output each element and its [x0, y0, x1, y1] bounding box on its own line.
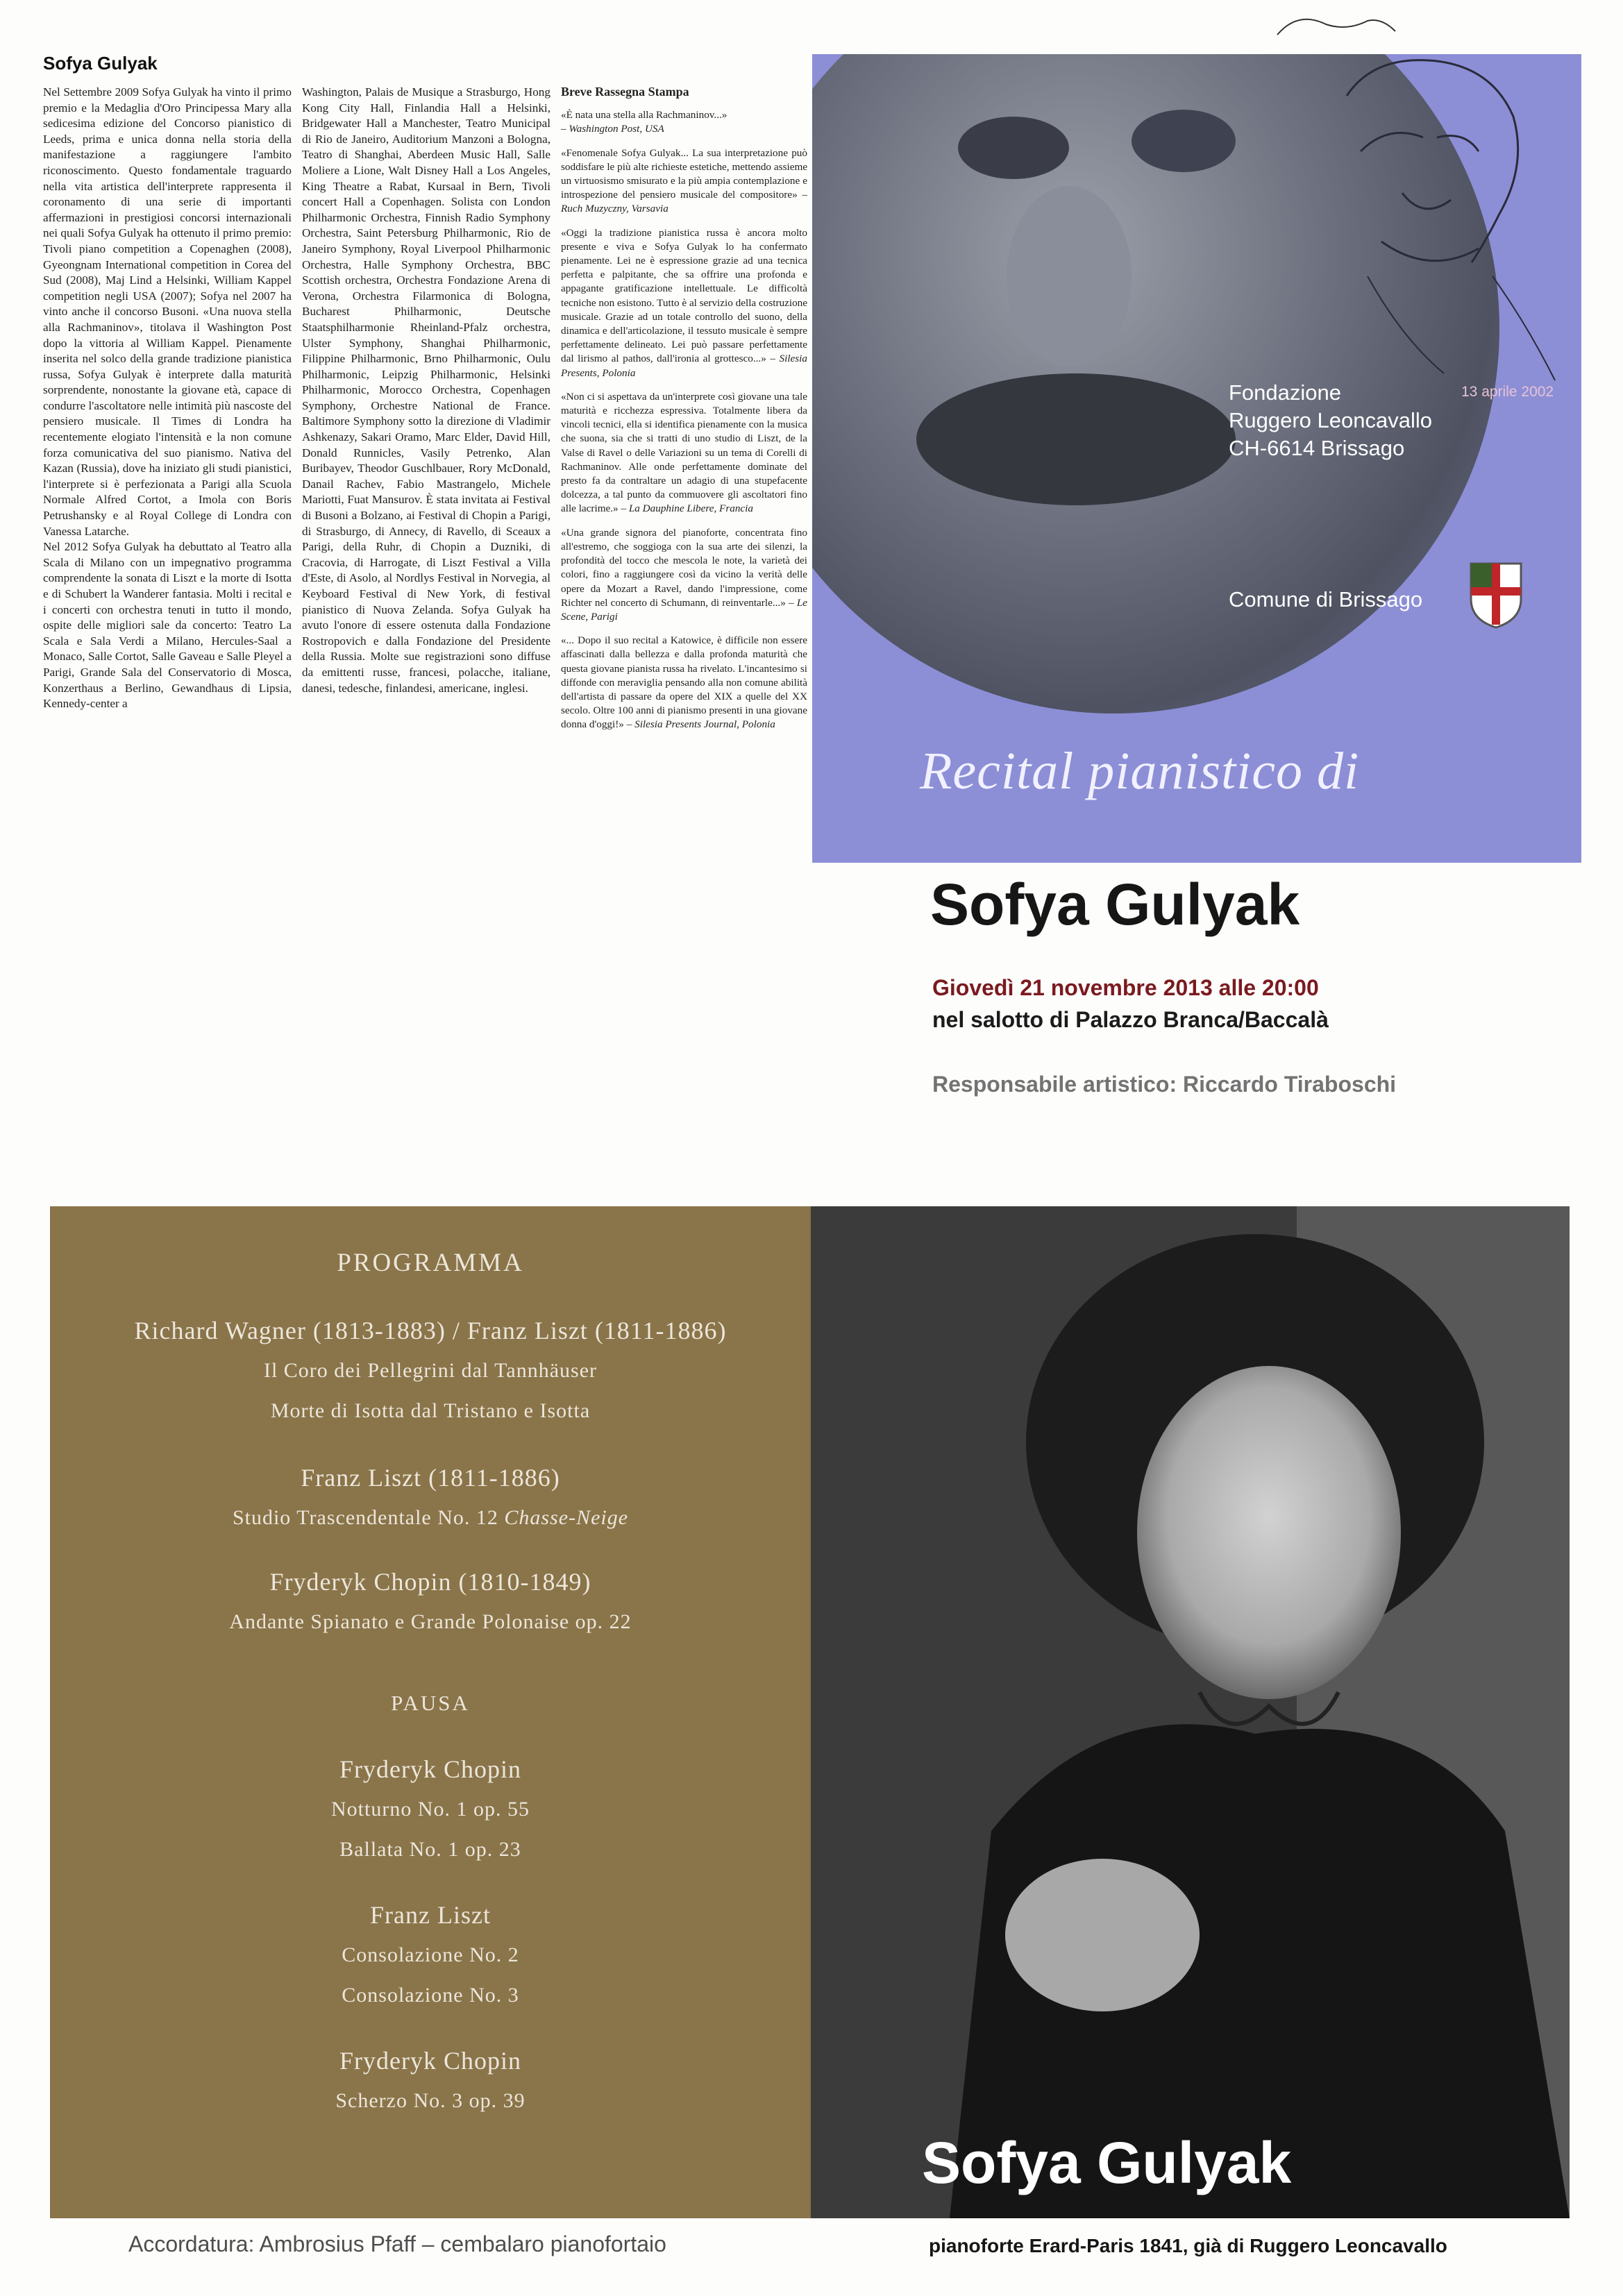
program-composer: Franz Liszt	[370, 1901, 491, 1929]
program-composer: Fryderyk Chopin (1810-1849)	[269, 1568, 591, 1596]
bio-heading: Sofya Gulyak	[43, 53, 158, 74]
program-work: Morte di Isotta dal Tristano e Isotta	[270, 1399, 591, 1422]
foundation-date: 13 aprile 2002	[1461, 384, 1554, 400]
bio-paragraph-1: Nel Settembre 2009 Sofya Gulyak ha vinto il primo premio e la Medaglia d'Oro Principessa Mary alla sedicesima edizione del Concorso pianistico di Leeds, prima e unica donna nella storia della manifestazione a raggiungere l'ambito riconoscimento. Questo fondamentale traguardo nella vita artistica dell'interprete rappresenta il coronamento di una serie di importanti affermazioni in prestigiosi concorsi internazionali nei quali Sofya Gulyak ha ottenuto il primo premio: Tivoli piano competition a Copenaghen (2008), Gyeongnam International competition in Corea del Sud (2008), Maj Lind a Helsinki, William Kappel competition negli USA (2007); Sofya nel 2007 ha vinto anche il concorso Busoni. «Una nuova stella alla Rachmaninov», titolava il Washington Post dopo la vittoria al William Kappel. Pienamente inserita nel solco della grande tradizione pianistica russa, Sofya Gulyak è interprete dalla maturità sorprendente, nonostante la giovane età, capace di condurre l'ascoltatore nelle intimità più nascoste del pensiero musicale. Il Times di Londra ha recentemente elogiato l'intensità e la non comune forza comunicativa del suo pianismo. Nativa del Kazan (Russia), dove ha iniziato gli studi pianistici, l'interprete si è perfezionata a Parigi alla Scuola Normale Alfred Cortot, a Imola con Boris Petrushansky e al Royal College di Londra con Vanessa Latarche.	[43, 85, 292, 538]
program-work: Scherzo No. 3 op. 39	[335, 2089, 525, 2112]
program-pause: PAUSA	[391, 1691, 470, 1715]
program-work: Il Coro dei Pellegrini dal Tannhäuser	[263, 1359, 598, 1382]
comune-label: Comune di Brissago	[1229, 587, 1423, 611]
press-quote: «È nata una stella alla Rachmaninov...» – Washington Post, USA	[561, 109, 728, 135]
program-composer: Franz Liszt (1811-1886)	[301, 1464, 560, 1492]
press-heading: Breve Rassegna Stampa	[561, 85, 689, 99]
program-composer: Richard Wagner (1813-1883) / Franz Liszt (1811-1886)	[134, 1317, 727, 1344]
flyer-cover	[812, 54, 1581, 863]
corner-scribble-icon	[1270, 7, 1402, 56]
caricature-sketch	[1263, 54, 1581, 401]
program-work: Studio Trascendentale No. 12 Chasse-Neige	[232, 1506, 629, 1529]
program-work: Ballata No. 1 op. 23	[339, 1838, 521, 1861]
program-heading: PROGRAMMA	[337, 1249, 524, 1277]
artistic-director: Responsabile artistico: Riccardo Tiraboschi	[932, 1072, 1397, 1097]
press-quote: «Oggi la tradizione pianistica russa è ancora molto presente e viva e Sofya Gulyak lo ha confermato pienamente. Lei ne è espressione grazie ad una tecnica perfetta e palpitante, che sa offrire una profonda e appagante gratificazione intellettuale. Le difficoltà tecniche non esistono. Tutto è al servizio della costruzione musicale. Grazie ad un totale controllo del suono, della dinamica e dell'articolazione, il tessuto musicale è sempre perfettamente delineato. Lei può passare perfettamente dal lirismo al pathos, dall'ironia al grottesco...» – Silesia Presents, Polonia	[561, 226, 807, 379]
program-composer: Fryderyk Chopin	[339, 2047, 521, 2075]
foundation-address: Fondazione Ruggero Leoncavallo CH-6614 Brissago	[1229, 380, 1432, 460]
press-quote: «Non ci si aspettava da un'interprete così giovane una tale maturità e ricchezza espressiva. Totalmente libera da vincoli tecnici, ella si identifica pienamente con la musica che suona, sia che si tratti di uno studio di Liszt, de la Valse di Ravel o delle Variazioni su un tema di Corelli di Rachmaninov. Alle onde perfettamente dominate del presto fa da contraltare un adagio di una stupefacente dolcezza, a tal punto da commuovere gli ascoltatori fino alle lacrime.» – La Dauphine Libere, Francia	[561, 390, 807, 515]
coat-of-arms-icon	[1468, 561, 1524, 630]
bio-column-2	[302, 85, 550, 696]
press-quote: «Una grande signora del pianoforte, concentrata fino all'estremo, che soggioga con la sua arte dei silenzi, la profondità del tocco che mescola le note, la varietà dei colori, fino a raggiungere così da vicino la verità delle opere da Mozart a Ravel, dando l'impressione, come Richter nel concerto di Schumann, di reinventarle...» – Le Scene, Parigi	[561, 526, 807, 623]
recital-title: Recital pianistico di	[920, 742, 1360, 800]
concert-venue: nel salotto di Palazzo Branca/Baccalà	[932, 1007, 1329, 1032]
press-quote: «... Dopo il suo recital a Katowice, è difficile non essere affascinati dalla bellezza e dalla profonda maturità che questa giovane pianista russa ha rivelato. L'incantesimo si diffonde con meraviglia pensando alla non comune abilità dell'artista di passare da opere del XIX a quelle del XX secolo. Oltre 100 anni di pianismo presenti in una giovane donna d'oggi!» – Silesia Presents Journal, Polonia	[561, 634, 807, 731]
program-composer: Fryderyk Chopin	[339, 1755, 521, 1783]
press-quote: «Fenomenale Sofya Gulyak... La sua interpretazione può soddisfare le più alte richieste estetiche, mettendo assieme un virtuosismo smisurato e la più ampia contemplazione e introspezione del pensiero musicale del compositore» – Ruch Muzyczny, Varsavia	[561, 146, 808, 215]
tuning-credit: Accordatura: Ambrosius Pfaff – cembalaro pianofortaio	[128, 2231, 666, 2256]
program-work: Notturno No. 1 op. 55	[331, 1798, 530, 1821]
program-panel	[50, 1206, 811, 2218]
photo-performer-name: Sofya Gulyak	[922, 2130, 1292, 2195]
piano-caption: pianoforte Erard-Paris 1841, già di Ruggero Leoncavallo	[929, 2235, 1447, 2256]
program-work: Consolazione No. 2	[342, 1943, 519, 1966]
performer-photo	[811, 1206, 1570, 2218]
bio-column-1	[43, 85, 292, 712]
program-work: Consolazione No. 3	[342, 1984, 519, 2007]
bio-paragraph-2: Nel 2012 Sofya Gulyak ha debuttato al Teatro alla Scala di Milano con un impegnativo programma comprendente la sonata di Liszt e la morte di Isotta e di Schubert la Wanderer fantasia. Molti i recital e i concerti con orchestra tenuti in tutto il mondo, ospite delle migliori sale da concerto: Teatro La Scala e Sala Verdi a Milano, Hercules-Saal a Monaco, Salle Cortot, Salle Gaveau e Salle Pleyel a Parigi, Grande Sala del Conservatorio di Mosca, Konzerthaus a Berlino, Gewandhaus di Lipsia, Kennedy-center a	[43, 540, 292, 711]
press-column	[561, 85, 807, 742]
bio-paragraph-3: Washington, Palais de Musique a Strasburgo, Hong Kong City Hall, Finlandia Hall a Helsinki, Bridgewater Hall a Manchester, Teatro Municipal di Rio de Janeiro, Auditorium Manzoni a Bologna, Teatro di Shanghai, Aberdeen Music Hall, Salle Moliere a Lione, Walt Disney Hall a Los Angeles, King Theatre a Rabat, Kursaal in Bern, Tivoli concert Hall a Copenhagen. Solista con London Philharmonic Orchestra, Finnish Radio Symphony Orchestra, Saint Petersburg Philharmonic, Rio de Janeiro Symphony, Royal Liverpool Philharmonic Orchestra, Halle Symphony Orchestra, BBC Scottish orchestra, Orchestra Fondazione Arena di Verona, Orchestra Filarmonica di Bologna, Bucharest Philharmonic, Deutsche Staatsphilharmonie Rheinland-Pfalz orchestra, Ulster Symphony, Shanghai Philharmonic, Filippine Philharmonic, Brno Philharmonic, Oulu Philharmonic, Leipzig Philharmonic, Helsinki Philharmonic, Morocco Orchestra, Copenhagen Symphony, Orchestre National de France. Baltimore Symphony sotto la direzione di Vladimir Ashkenazy, Sakari Oramo, Marc Elder, David Hill, Donald Runnicles, Vasily Petrenko, Alan Buribayev, Theodor Guschlbauer, Rory McDonald, Danail Rachev, Fabio Mastrangelo, Michele Mariotti, Fuat Mansurov. È stata invitata ai Festival di Busoni a Bolzano, ai Festival di Chopin a Parigi, di Strasburgo, di Annecy, di Ravello, di Sceaux a Parigi, della Ruhr, di Chopin a Duzniki, di Cracovia, di Harrogate, di Liszt Festival a Villa d'Este, di Asolo, al Nordlys Festival in Norvegia, al Keyboard Festival di New York, di festival pianistico di Nuova Zelanda. Sofya Gulyak ha avuto l'onore di essere ostenuta dalla Fondazione Rostropovich e dalla Fondazione del Presidente della Russia. Molte sue registrazioni sono diffuse da emittenti russe, francesi, polacche, italiane, danesi, tedesche, finlandesi, americane, inglesi.	[302, 85, 550, 695]
concert-date: Giovedì 21 novembre 2013 alle 20:00	[932, 975, 1319, 1000]
program-work: Andante Spianato e Grande Polonaise op. 22	[229, 1610, 632, 1633]
performer-name: Sofya Gulyak	[930, 872, 1300, 937]
